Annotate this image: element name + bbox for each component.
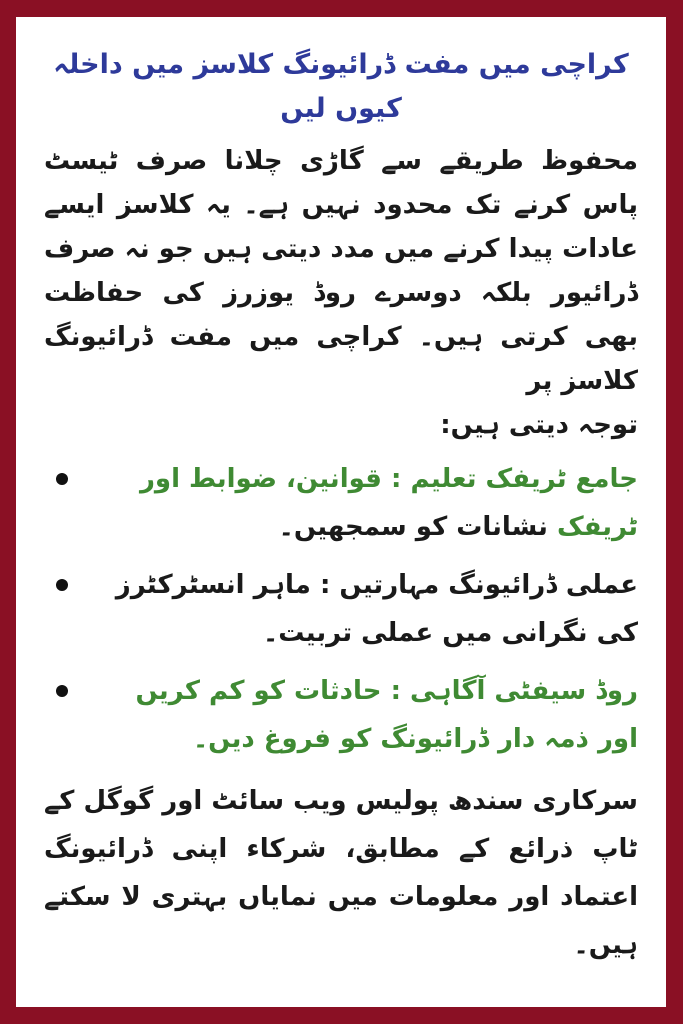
list-item [44,561,638,657]
bullet-rest: میں عملی تربیت۔ [263,618,493,648]
content-card [16,17,666,1007]
bullet-dot-icon [56,685,68,697]
intro-text: محفوظ طریقے سے گاڑی چلانا صرف ٹیسٹ پاس کرنے تک محدود نہیں ہے۔ یہ کلاسز ایسے عادات پیدا کرنے میں مدد دیتی ہیں جو نہ صرف ڈرائیور بلکہ دوسرے روڈ یوزرز کی حفاظت بھی کرتی ہیں۔ کراچی میں مفت ڈرائیونگ کلاسز پر [44,146,638,396]
intro-paragraph [44,139,638,447]
list-item [44,455,638,551]
bullet-heading: روڈ سیفٹی آگاہی [410,676,638,706]
bullet-text: : قوانین، ضوابط اور ٹریفک [139,464,638,542]
bullet-dot-icon [56,473,68,485]
list-item [44,667,638,763]
page-title: کراچی میں مفت ڈرائیونگ کلاسز میں داخلہ کیوں لیں [53,49,629,124]
bullet-rest: ڈرائیونگ کو فروغ دیں۔ [192,724,489,754]
intro-lead: توجہ دیتی ہیں: [440,410,638,440]
bullet-list [44,455,638,763]
bullet-text: : ماہر انسٹرکٹرز کی نگرانی [115,570,638,648]
outro-paragraph: سرکاری سندھ پولیس ویب سائٹ اور گوگل کے ٹاپ ذرائع کے مطابق، شرکاء اپنی ڈرائیونگ اعتماد اور معلومات میں نمایاں بہتری لا سکتے ہیں۔ [44,786,638,960]
bullet-dot-icon [56,579,68,591]
bullet-heading: جامع ٹریفک تعلیم [410,464,638,494]
bullet-rest: نشانات کو سمجھیں۔ [278,512,548,542]
bullet-heading: عملی ڈرائیونگ مہارتیں [339,570,638,600]
bullet-text: : حادثات کو کم کریں اور ذمہ دار [135,676,638,754]
